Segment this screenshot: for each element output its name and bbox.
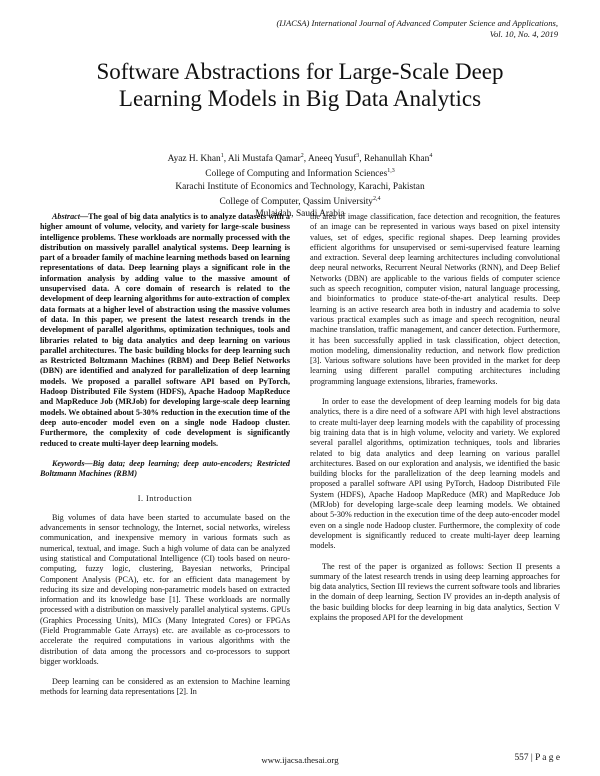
affiliation-line: College of Computing and Information Sciences$^{1,3}$ [205, 168, 395, 180]
body-paragraph: In order to ease the development of deep learning models for big data analytics, there is a dire need of a software API with high level abstractions to create multi-layer deep learning models with the capability of processing big training data that is in high volume, velocity and variety. We explored several parallel algorithms, optimization techniques, tools and libraries related to big data analytics and deep learning on various parallel architectures. Based on our exploration and analysis, we identified the basic building blocks for the parallelization of the deep learning models and proposed a parallel software API using PyTorch, Hadoop Distributed File System (HDFS), Apache Hadoop MapReduce (MR) and MapReduce Job (MRJob) for developing large-scale deep learning models. We obtained about 5-30% reduction in the execution time of the deep auto-encoder model even on a single node Hadoop cluster. Furthermore, the complexity of code development is significantly reduced to create multi-layer deep learning models. [310, 397, 560, 551]
author-name: Rehanullah Khan [363, 154, 430, 165]
author-sup: 4 [429, 153, 433, 159]
journal-line-2: Vol. 10, No. 4, 2019 [489, 29, 558, 39]
affiliation-line: Mulaidah, Saudi Arabia [255, 209, 345, 220]
abstract-lead: Abstract [52, 212, 80, 221]
title-line-2: Learning Models in Big Data Analytics [118, 86, 482, 111]
body-paragraph: the area of image classification, face detection and recognition, the features of an image can be represented in various ways based on pixel intensity values, set of edges, specific regional shapes. Deep learning provides efficient algorithms for unsupervised or semi-supervised feature learning and extraction. Several deep learning architectures including convolutional deep neural networks, Recurrent Neural Networks (RNN), and Deep Belief Networks (DBN) are applicable to the various fields of computer science such as speech recognition, computer vision, natural language processing, and bioinformatics to produce state-of-the-art analytical results. Deep learning is an active research area both in industry and academia to solve various practical examples such as image and speech recognition, neural machine translation, traffic management, and cancer detection. Furthermore, it has been successfully applied in task classification, object detection, motion modeling, dimensionality reduction, and network flow prediction [3]. Various software solutions have been provided in the market for deep learning using different parallel computing architectures including programming language extensions, libraries, frameworks. [310, 212, 560, 386]
author-block [40, 150, 560, 220]
page-number: 557 | P a g e [514, 753, 560, 763]
footer-url[interactable]: www.ijacsa.thesai.org [261, 755, 339, 765]
author-name: Ali Mustafa Qamar [227, 154, 301, 165]
section-heading: I. Introduction [137, 494, 193, 504]
author-sup: 2 [300, 153, 304, 159]
journal-line-1: (IJACSA) International Journal of Advanced Computer Science and Applications, [276, 18, 558, 28]
body-paragraph: Deep learning can be considered as an extension to Machine learning methods for learning data representations [2]. In [40, 677, 290, 697]
author-sup: 3 [356, 153, 360, 159]
abstract [40, 212, 290, 449]
title-line-1: Software Abstractions for Large-Scale Deep [96, 59, 504, 84]
body-paragraph: The rest of the paper is organized as follows: Section II presents a summary of the latest research trends in using deep learning approaches for big data analytics, Section III reviews the current software tools and libraries in the domain of deep learning, Section IV provides an in-depth analysis of the basic building blocks for deep learning in big data analytics, Section V explains the proposed API for the development [310, 561, 560, 622]
right-column [310, 212, 560, 623]
left-column [40, 212, 290, 698]
author-name: Aneeq Yusuf [307, 154, 357, 165]
affiliation-line: Karachi Institute of Economics and Technology, Karachi, Pakistan [175, 181, 425, 192]
paper-title [40, 58, 560, 112]
body-paragraph: Big volumes of data have been started to accumulate based on the advancements in sensor technology, the Internet, social networks, wireless communication, and inexpensive memory in various formats such as numerical, textual, and image. Such a high volume of data can be analyzed using statistical and Computational Intelligence (CI) tools based on neuro-computing, fuzzy logic, clustering, Bayesian networks, Principal Component Analysis (PCA), etc. for an efficient data management by reducing its size and developing non-parametric models based on extracted information and its knowledge base [1]. These workloads are normally processed with a distribution on massively parallel analytical systems. GPUs (Graphics Processing Units), MICs (Many Integrated Cores) or FPGAs (Field Programmable Gate Arrays) etc. are available as co-processors to accelerate the required computations in various algorithms with the distribution of data among the processors and co-processors to support bigger workloads. [40, 512, 290, 666]
author-sup: 1 [220, 153, 224, 159]
affiliation-line: College of Computer, Qassim University$^{2,4}$ [219, 195, 381, 207]
journal-header [38, 18, 558, 40]
abstract-text: —The goal of big data analytics is to analyze datasets with a higher amount of volume, velocity, and variety for large-scale business intelligence problems. These workloads are normally processed with the distribution on massively parallel analytical systems. Deep learning is part of a broader family of machine learning methods based on learning representations of data. Deep learning plays a significant role in the information analysis by adding value to the massive amount of unsupervised data. A core domain of research is related to the development of deep learning algorithms for auto-extraction of complex data formats at a higher level of abstraction using the massive volumes of data. In this paper, we present the latest research trends in the development of parallel algorithms, optimization techniques, tools and libraries related to big data analytics and deep learning on various parallel architectures. The basic building blocks for deep learning such as Restricted Boltzmann Machines (RBM) and Deep Belief Networks (DBN) are identified and analyzed for parallelization of deep learning models. We proposed a parallel software API based on PyTorch, Hadoop Distributed File System (HDFS), Apache Hadoop MapReduce and MapReduce Job (MRJob) for developing large-scale deep learning models. We obtained about 5-30% reduction in the execution time of the deep auto-encoder model even on a single node Hadoop cluster. Furthermore, the complexity of code development is significantly reduced to create multi-layer deep learning models. [40, 212, 290, 448]
keywords: Keywords—Big data; deep learning; deep auto-encoders; Restricted Boltzmann Machines (RBM) [40, 458, 290, 479]
author-names: Ayaz H. Khan$^1$, Ali Mustafa Qamar$^2$, Aneeq Yusuf$^3$, Rehanullah Khan$^4$ [167, 153, 433, 165]
author-name: Ayaz H. Khan [167, 154, 221, 165]
